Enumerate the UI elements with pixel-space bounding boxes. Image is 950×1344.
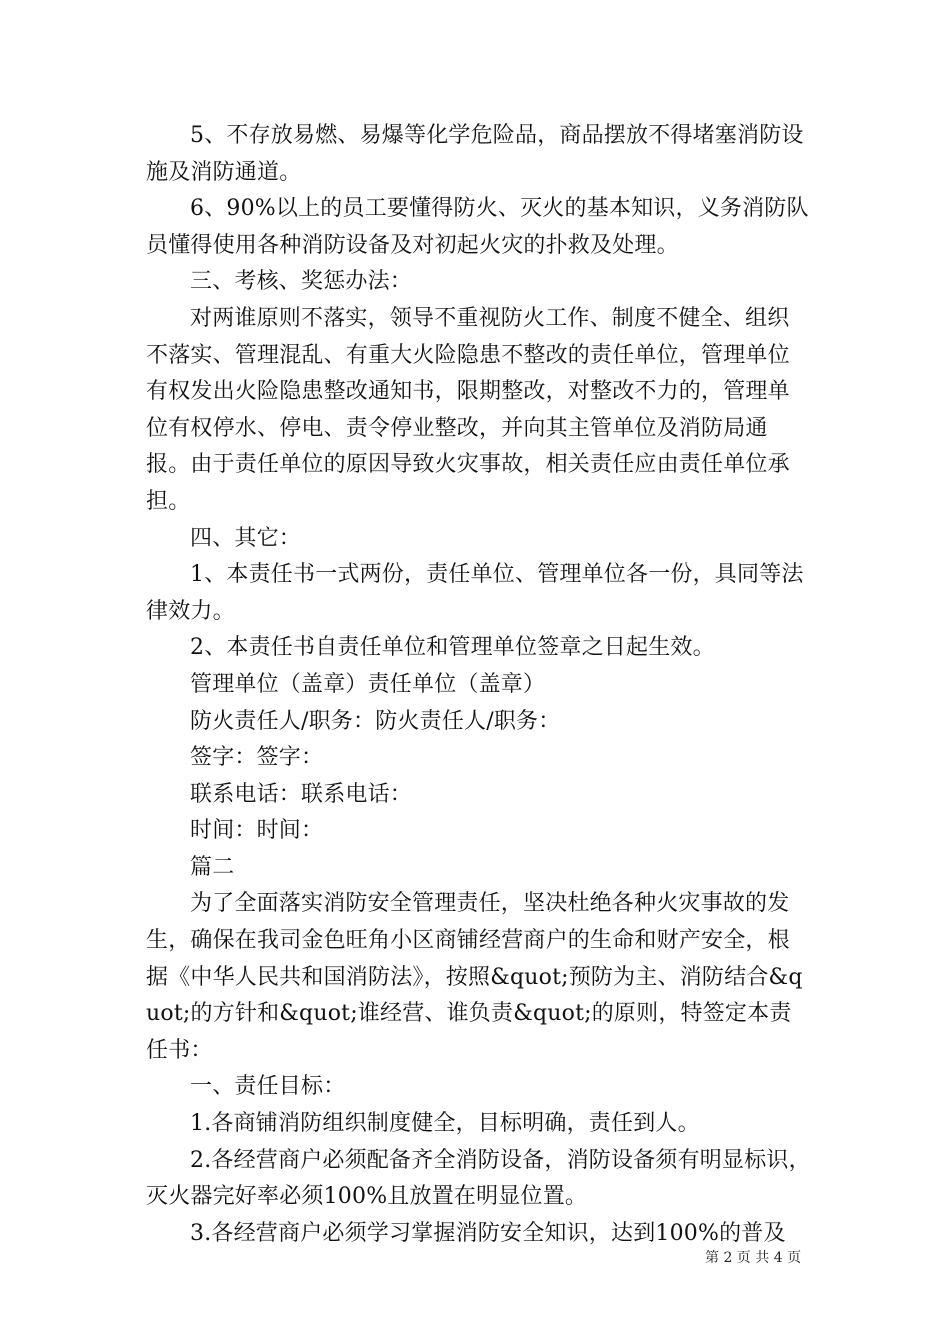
signature-phone-line: 联系电话：联系电话： bbox=[190, 781, 413, 807]
section-heading-other: 四、其它： bbox=[190, 525, 302, 551]
signature-sign-line: 签字：签字： bbox=[190, 745, 324, 771]
signature-time-line: 时间：时间： bbox=[190, 818, 324, 844]
paragraph-goal-3: 3.各经营商户必须学习掌握消防安全知识，达到100%的普及 bbox=[190, 1220, 786, 1246]
paragraph-goal-2: 2.各经营商户必须配备齐全消防设备，消防设备须有明显标识，灭火器完好率必须100%且放置在明显位置。 bbox=[146, 1147, 811, 1210]
paragraph-other-2: 2、本责任书自责任单位和管理单位签章之日起生效。 bbox=[190, 635, 715, 661]
signature-stamp-line: 管理单位（盖章）责任单位（盖章） bbox=[190, 671, 546, 697]
paragraph-goal-1: 1.各商铺消防组织制度健全，目标明确，责任到人。 bbox=[190, 1111, 700, 1137]
section-title-part-two: 篇二 bbox=[190, 854, 235, 880]
signature-person-line: 防火责任人/职务：防火责任人/职务： bbox=[190, 708, 561, 734]
paragraph-part-two-intro: 为了全面落实消防安全管理责任，坚决杜绝各种火灾事故的发生，确保在我司金色旺角小区商铺经营商户的生命和财产安全，根据《中华人民共和国消防法》，按照&quot;预防为主、消防结合&quot;的方针和&quot;谁经营、谁负责&quot;的原则，特签定本责任书： bbox=[146, 891, 803, 1063]
paragraph-item-5: 5、不存放易燃、易爆等化学危险品，商品摆放不得堵塞消防设施及消防通道。 bbox=[146, 123, 804, 185]
paragraph-other-1: 1、本责任书一式两份，责任单位、管理单位各一份，具同等法律效力。 bbox=[146, 562, 804, 624]
section-heading-assessment: 三、考核、奖惩办法： bbox=[190, 269, 413, 295]
document-body bbox=[146, 118, 811, 1252]
paragraph-item-6: 6、90%以上的员工要懂得防火、灭火的基本知识，义务消防队员懂得使用各种消防设备及对初起火灾的扑救及处理。 bbox=[146, 196, 809, 258]
paragraph-assessment-body: 对两谁原则不落实，领导不重视防火工作、制度不健全、组织不落实、管理混乱、有重大火险隐患不整改的责任单位，管理单位有权发出火险隐患整改通知书，限期整改，对整改不力的，管理单位有权停水、停电、责令停业整改，并向其主管单位及消防局通报。由于责任单位的原因导致火灾事故，相关责任应由责任单位承担。 bbox=[146, 305, 790, 514]
page-number-footer: 第 2 页 共 4 页 bbox=[705, 1250, 802, 1266]
section-heading-goals: 一、责任目标： bbox=[190, 1074, 346, 1100]
